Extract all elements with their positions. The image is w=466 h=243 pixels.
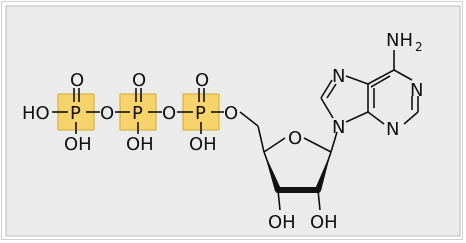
label-n9: N [332, 117, 346, 138]
label-ribose-oh-3: OH [268, 212, 296, 233]
label-p3: P [195, 103, 206, 124]
label-p1-oxo: O [70, 70, 85, 91]
label-p2-oxo: O [132, 70, 147, 91]
label-n7: N [332, 66, 346, 87]
label-p2-oh: OH [126, 134, 154, 155]
label-n1: N [410, 80, 424, 101]
label-ring-oxygen: O [288, 128, 303, 149]
label-amino: NH [386, 30, 413, 51]
label-ribose-oh-2: OH [310, 212, 338, 233]
label-bridge-o2: O [162, 103, 177, 124]
label-p1: P [70, 103, 81, 124]
label-bridge-o1: O [100, 103, 115, 124]
label-n3: N [386, 119, 400, 140]
label-p3-oh: OH [189, 134, 217, 155]
label-p1-oh: OH [64, 134, 92, 155]
label-p3-oxo: O [195, 70, 210, 91]
label-bridge-o3: O [224, 103, 239, 124]
label-terminal-ho: HO [22, 103, 50, 124]
label-amino-subscript: 2 [415, 40, 423, 54]
label-p2: P [132, 103, 143, 124]
